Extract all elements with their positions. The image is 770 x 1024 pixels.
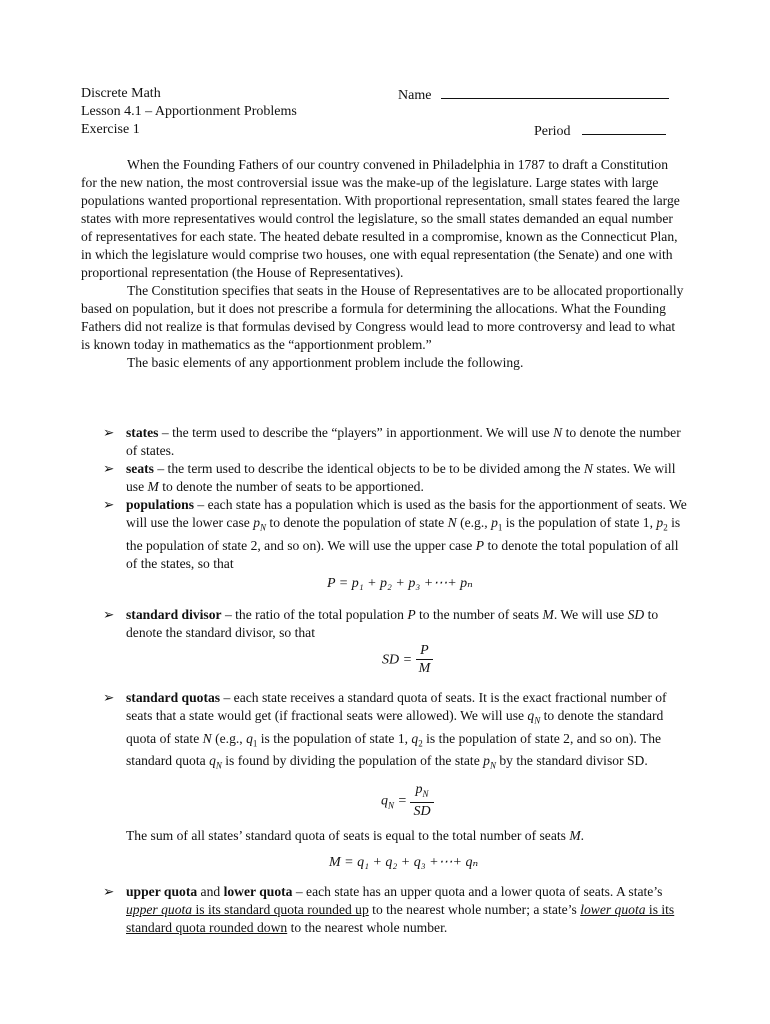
bullet-seats: seats – the term used to describe the identical objects to be to be divided among the N states. We will use M to denote the number of seats to be apportioned. (126, 461, 676, 494)
intro-paragraph-1: When the Founding Fathers of our country convened in Philadelphia in 1787 to draft a Constitution for the new nation, the most controversial issue was the make-up of the legislature. Large states with large populations wanted proportional representation. With proportional representation, small states feared the large states with more representatives would control the legislature, so the small states demanded an equal number of representatives for each state. The heated debate resulted in a compromise, known as the Connecticut Plan, in which the legislature would comprise two houses, one with equal representation (the Senate) and one with proportional representation (the House of Representatives). (81, 157, 680, 280)
intro-paragraph-3: The basic elements of any apportionment problem include the following. (127, 355, 524, 370)
intro-paragraph-2: The Constitution specifies that seats in the House of Representatives are to be allocated proportionally based on population, but it does not prescribe a formula for determining the allocations. What the Founding Fathers did not realize is that formulas devised by Congress would lead to more controversy and lead to what is known today in mathematics as the “apportionment problem.” (81, 283, 684, 352)
bullet-populations: populations – each state has a population which is used as the basis for the apportionment of seats. We will use the lower case $p_N$ to denote the population of state N (e.g., $p_1$ is the population of state 1, $p_2$ is the population of state 2, and so on). We will use the upper case P to denote the total population of all of the states, so that (126, 497, 687, 571)
period-blank-line[interactable] (582, 121, 666, 135)
formula-seat-sum: M = q₁ + q₂ + q₃ +⋯+ qₙ (329, 855, 479, 870)
term-populations: populations (126, 497, 195, 512)
lesson-title: Lesson 4.1 – Apportionment Problems (81, 104, 297, 119)
formula-standard-quota: $q_N$ = $\frac{p_N}{SD}$ (381, 782, 434, 821)
term-seats: seats (126, 461, 154, 476)
bullet-arrow-icon: ➢ (103, 425, 115, 440)
bullet-states: states – the term used to describe the “players” in apportionment. We will use N to denote the number of states. (126, 425, 681, 458)
term-standard-divisor: standard divisor (126, 607, 222, 622)
intro-section (81, 156, 686, 372)
name-label: Name (398, 88, 432, 103)
bullet-arrow-icon: ➢ (103, 884, 115, 899)
bullet-arrow-icon: ➢ (103, 690, 115, 705)
exercise-title: Exercise 1 (81, 122, 140, 137)
bullet-standard-divisor: standard divisor – the ratio of the total population P to the number of seats M. We will use SD to denote the standard divisor, so that (126, 607, 659, 640)
term-lower-quota: lower quota (223, 884, 293, 899)
bullet-upper-lower-quota: upper quota and lower quota – each state has an upper quota and a lower quota of seats. A state’s upper quota is its standard quota rounded up to the nearest whole number; a state’s lower quota is its standard quota rounded down to the nearest whole number. (126, 884, 675, 935)
bullet-standard-quotas: standard quotas – each state receives a standard quota of seats. It is the exact fractional number of seats that a state would get (if fractional seats were allowed). We will use $q_N$ to denote the standard quota of state N (e.g., $q_1$ is the population of state 1, $q_2$ is the population of state 2, and so on). The standard quota $q_N$ is found by dividing the population of the state $p_N$ by the standard divisor SD. (126, 690, 667, 772)
formula-population-sum: P = p₁ + p₂ + p₃ +⋯+ pₙ (327, 576, 473, 591)
bullet-arrow-icon: ➢ (103, 497, 115, 512)
term-upper-quota: upper quota (126, 884, 198, 899)
term-states: states (126, 425, 159, 440)
fraction: $\frac{P}{M}$ (416, 643, 434, 678)
bullet-arrow-icon: ➢ (103, 461, 115, 476)
period-field[interactable] (534, 121, 666, 141)
period-label: Period (534, 124, 571, 139)
name-field[interactable] (398, 85, 669, 105)
formula-standard-divisor: SD = $\frac{P}{M}$ (382, 643, 433, 678)
course-title: Discrete Math (81, 86, 161, 101)
term-standard-quotas: standard quotas (126, 690, 221, 705)
standard-quota-sum-note: The sum of all states’ standard quota of seats is equal to the total number of seats M. (126, 828, 585, 843)
bullet-arrow-icon: ➢ (103, 607, 115, 622)
fraction: $\frac{p_N}{SD}$ (410, 782, 433, 821)
name-blank-line[interactable] (441, 85, 669, 99)
